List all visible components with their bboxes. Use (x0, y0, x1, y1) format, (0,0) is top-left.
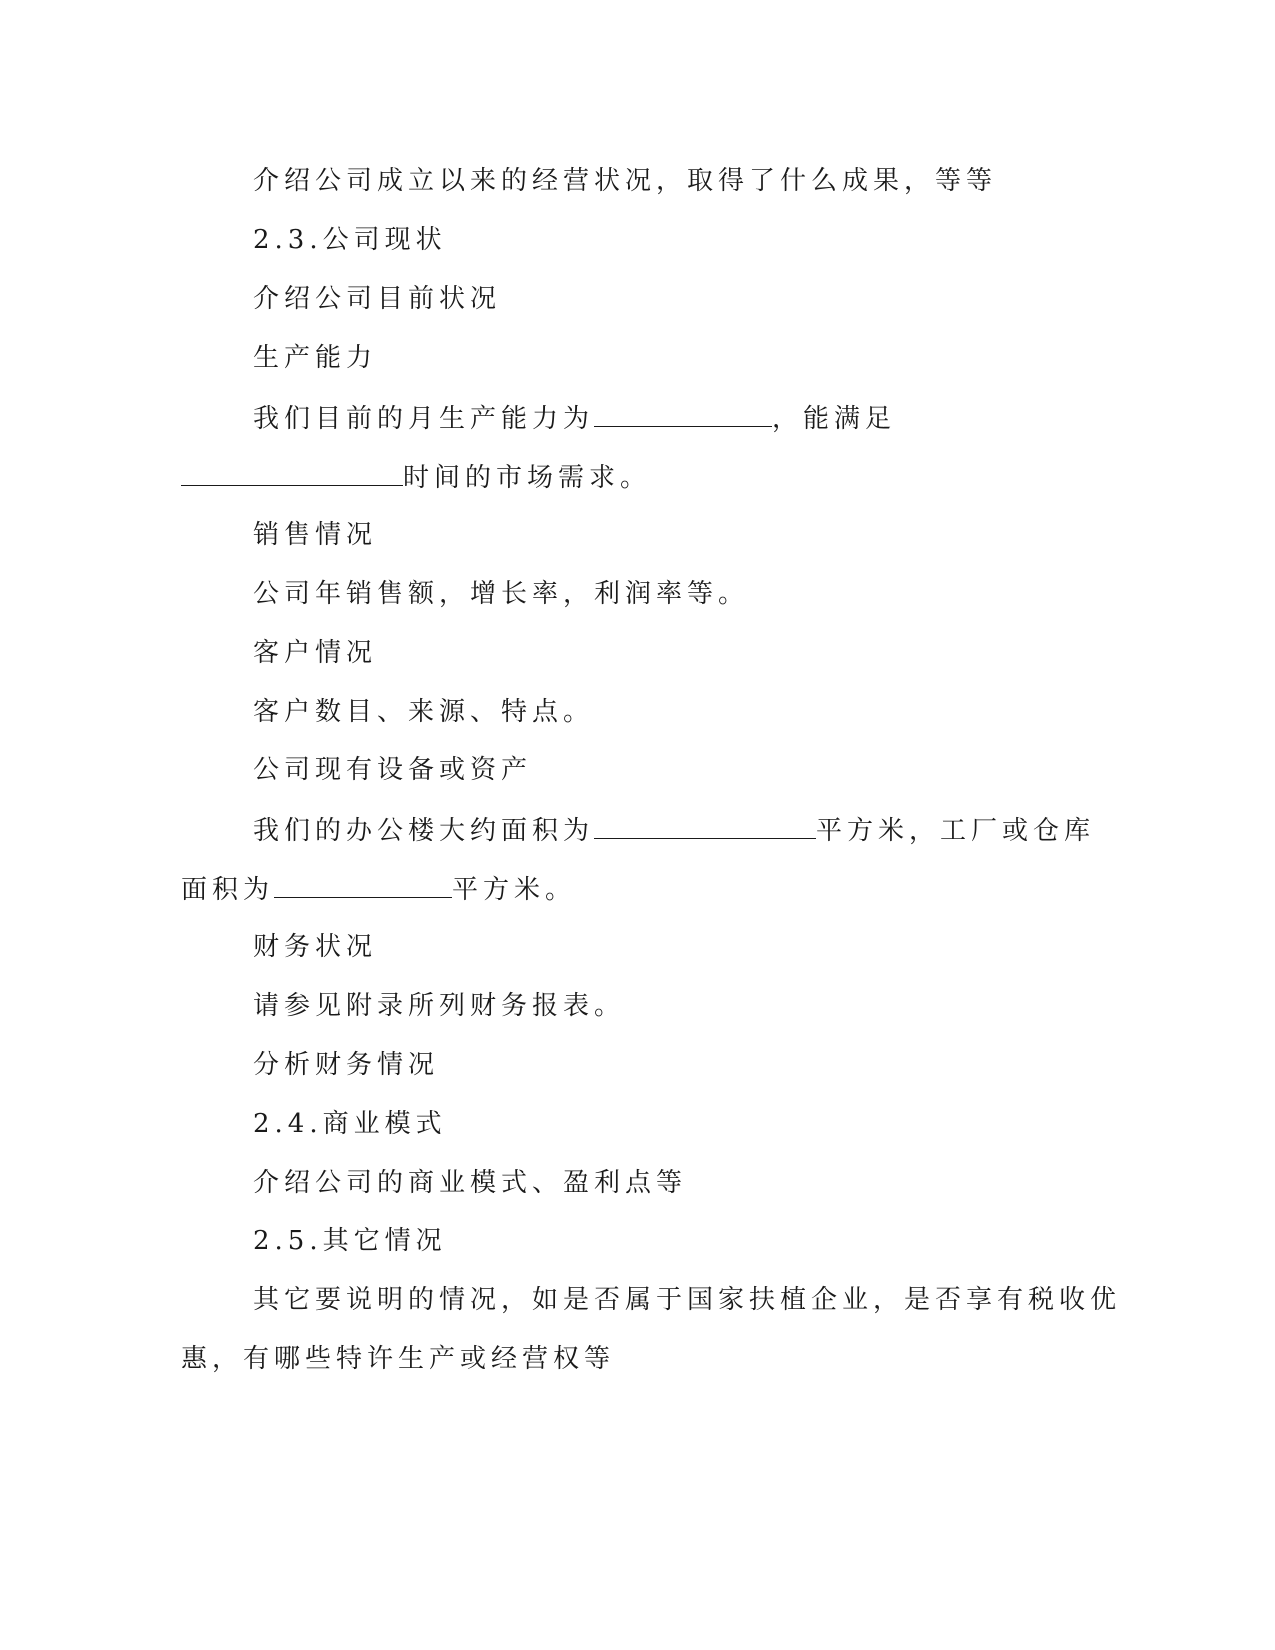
subheading-customers (253, 637, 377, 669)
paragraph-text: 请参见附录所列财务报表。 (253, 991, 626, 1021)
paragraph-text: 介绍公司目前状况 (253, 284, 502, 314)
paragraph-financial-analysis (253, 1049, 439, 1081)
subheading-sales (253, 519, 377, 551)
heading-text: 2.5.其它情况 (253, 1226, 447, 1256)
paragraph-text: 介绍公司成立以来的经营状况，取得了什么成果，等等 (253, 166, 998, 196)
subheading-text: 生产能力 (253, 343, 378, 373)
paragraph-capacity-fill-in (253, 401, 896, 435)
paragraph-office-area (253, 813, 1095, 847)
fill-in-blank-market-period[interactable] (181, 460, 403, 486)
paragraph-sales (253, 578, 749, 610)
subheading-text: 销售情况 (253, 520, 378, 550)
subheading-text: 财务状况 (253, 932, 378, 962)
subheading-equipment-assets (253, 754, 532, 786)
paragraph-text: ，能满足 (772, 404, 897, 434)
paragraph-office-area-continued (181, 872, 576, 906)
subheading-production-capacity (253, 342, 377, 374)
paragraph-text: 我们的办公楼大约面积为 (253, 816, 595, 846)
paragraph-text: 惠，有哪些特许生产或经营权等 (181, 1344, 616, 1374)
fill-in-blank-factory-area[interactable] (274, 872, 452, 898)
heading-text: 2.4.商业模式 (253, 1109, 447, 1139)
paragraph-text: 其它要说明的情况，如是否属于国家扶植企业，是否享有税收优 (253, 1285, 1122, 1315)
section-heading-2-4 (253, 1108, 447, 1140)
paragraph-capacity-continued (181, 460, 651, 494)
paragraph-text: 介绍公司的商业模式、盈利点等 (253, 1168, 688, 1198)
paragraph-text: 客户数目、来源、特点。 (253, 697, 595, 727)
paragraph-financial-appendix (253, 990, 625, 1022)
paragraph-other-info-continued (181, 1343, 615, 1375)
fill-in-blank-office-area[interactable] (594, 813, 816, 839)
subheading-financial-status (253, 931, 377, 963)
paragraph-text: 平方米，工厂或仓库 (816, 816, 1096, 846)
paragraph-business-model (253, 1167, 687, 1199)
paragraph-customers (253, 696, 594, 728)
paragraph-operating-history (253, 165, 997, 197)
paragraph-text: 面积为 (181, 875, 275, 905)
paragraph-text: 公司年销售额，增长率，利润率等。 (253, 579, 750, 609)
paragraph-current-status (253, 283, 501, 315)
subheading-text: 客户情况 (253, 638, 378, 668)
paragraph-text: 时间的市场需求。 (403, 463, 652, 493)
subheading-text: 公司现有设备或资产 (253, 755, 533, 785)
section-heading-2-3 (253, 224, 447, 256)
paragraph-text: 平方米。 (452, 875, 577, 905)
section-heading-2-5 (253, 1225, 447, 1257)
paragraph-text: 分析财务情况 (253, 1050, 440, 1080)
heading-text: 2.3.公司现状 (253, 225, 447, 255)
fill-in-blank-monthly-capacity[interactable] (594, 401, 772, 427)
paragraph-text: 我们目前的月生产能力为 (253, 404, 595, 434)
paragraph-other-info (253, 1284, 1121, 1316)
